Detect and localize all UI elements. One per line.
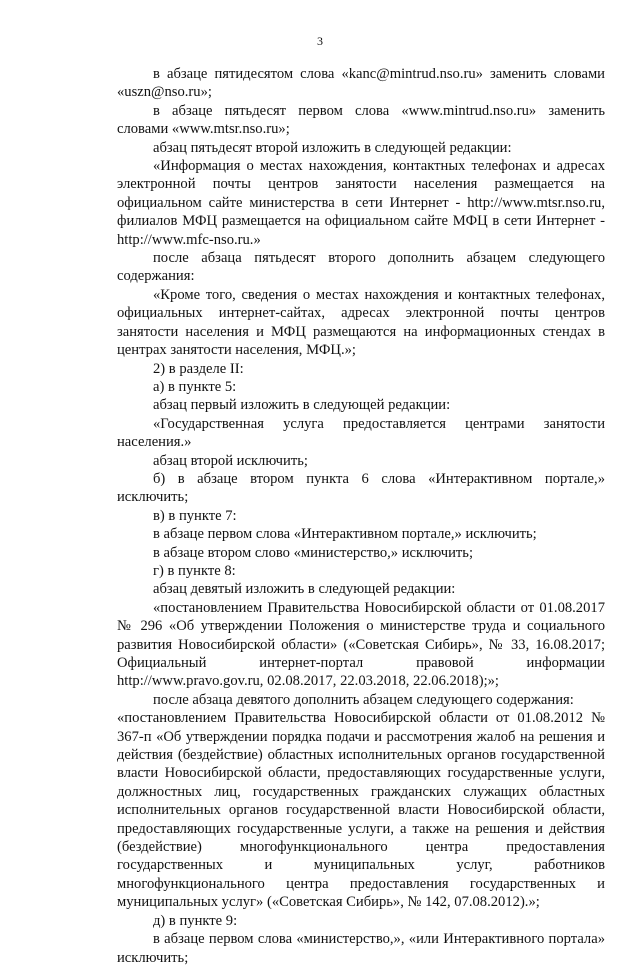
paragraph: а) в пункте 5: (153, 378, 237, 395)
document-body (117, 65, 605, 967)
paragraph: «постановлением Правительства Новосибирской области от 01.08.2012 № 367-п «Об утверждении порядка подачи и рассмотрения жалоб на решения и действия (бездействие) областных исполнительных органов государственной власти Новосибирской области, предоставляющих государственные услуги, должностных лиц, государственных гражданских служащих областных исполнительных органов государственной власти Новосибирской области, предоставляющих государственные услуги, а также на решения и действия (бездействие) многофункционального центра предоставления государственных и муниципальных услуг, работников многофункционального центра предоставления государственных и муниципальных услуг» («Советская Сибирь», № 142, 07.08.2012).»; (117, 710, 605, 911)
paragraph: д) в пункте 9: (153, 912, 238, 929)
paragraph: абзац второй исключить; (153, 452, 308, 469)
paragraph: в абзаце пятидесятом слова «kanc@mintrud.nso.ru» заменить словами «uszn@nso.ru»; (117, 66, 605, 101)
paragraph: «постановлением Правительства Новосибирской области от 01.08.2017 № 296 «Об утверждении Положения о министерстве труда и социального развития Новосибирской области» («Советская Сибирь», № 33, 16.08.2017; Официальный интернет-портал правовой информации http://www.pravo.gov.ru, 02.08.2017, 22.03.2018, 22.06.2018);»; (117, 599, 605, 690)
page-number: 3 (317, 34, 323, 48)
paragraph: после абзаца пятьдесят второго дополнить абзацем следующего содержания: (117, 250, 605, 285)
paragraph: после абзаца девятого дополнить абзацем следующего содержания: (153, 691, 574, 708)
paragraph: абзац девятый изложить в следующей редакции: (153, 581, 456, 598)
paragraph: г) в пункте 8: (153, 562, 236, 579)
paragraph: в абзаце первом слова «Интерактивном портале,» исключить; (153, 526, 537, 543)
paragraph: в) в пункте 7: (153, 507, 237, 524)
paragraph: абзац пятьдесят второй изложить в следующей редакции: (153, 139, 512, 156)
paragraph: б) в абзаце втором пункта 6 слова «Интерактивном портале,» исключить; (117, 470, 605, 506)
paragraph: в абзаце пятьдесят первом слова «www.mintrud.nso.ru» заменить словами «www.mtsr.nso.ru»; (117, 102, 605, 138)
paragraph: 2) в разделе II: (153, 360, 244, 377)
paragraph: «Кроме того, сведения о местах нахождения и контактных телефонах, официальных интернет-сайтах, адресах электронной почты центров занятости населения и МФЦ размещаются на информационных стендах в центрах занятости населения, МФЦ.»; (117, 286, 605, 359)
paragraph: в абзаце втором слово «министерство,» исключить; (153, 544, 473, 561)
paragraph: «Государственная услуга предоставляется центрами занятости населения.» (117, 415, 605, 451)
paragraph: в абзаце первом слова «министерство,», «или Интерактивного портала» исключить; (117, 931, 605, 966)
paragraph: абзац первый изложить в следующей редакции: (153, 397, 451, 414)
paragraph: «Информация о местах нахождения, контактных телефонах и адресах электронной почты центров занятости населения размещается на официальном сайте министерства в сети Интернет - http://www.mtsr.nso.ru, филиалов МФЦ размещается на официальном сайте МФЦ в сети Интернет - http://www.mfc-nso.ru.» (117, 158, 605, 248)
